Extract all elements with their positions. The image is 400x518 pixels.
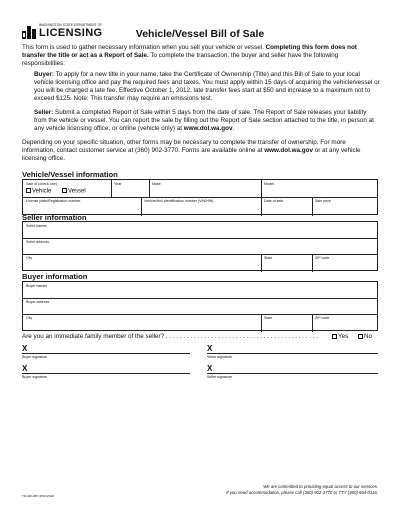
vehicle-col-divider bbox=[141, 197, 142, 216]
vessel-checkbox[interactable] bbox=[62, 188, 86, 195]
depending-text-end: or at any vehicle licensing office. bbox=[22, 147, 361, 163]
depending-text-start: Depending on your specific situation, other forms may be necessary to complete the transfer of ownership. For more information, contact customer service at (360) 902-3770. Forms are available online at bbox=[22, 139, 346, 155]
seller-signature-label-2: Seller signature bbox=[207, 375, 232, 379]
buyer-state-label: State bbox=[264, 316, 273, 320]
family-no-checkbox-box[interactable] bbox=[358, 334, 363, 339]
intro-text-bold: Completing this form does not transfer the title or act as a Report of Sale. bbox=[22, 44, 357, 60]
vehicle-col-divider bbox=[312, 197, 313, 216]
vehicle-section-heading: Vehicle/Vessel information bbox=[22, 170, 118, 179]
depending-dol-link[interactable]: www.dol.wa.gov bbox=[264, 147, 313, 155]
buyer-city-label: City bbox=[26, 316, 33, 320]
seller-responsibility-label: Seller: bbox=[34, 109, 54, 116]
vehicle-col-divider bbox=[149, 180, 150, 197]
seller-row-divider bbox=[23, 238, 377, 239]
seller-row-divider bbox=[23, 254, 377, 255]
buyer-zip-label: ZIP code bbox=[315, 316, 330, 320]
buyer-signature-x-2: X bbox=[22, 364, 28, 373]
buyer-col-divider bbox=[261, 314, 262, 332]
vehicle-info-table bbox=[22, 179, 378, 215]
seller-signature-x-2: X bbox=[207, 364, 213, 373]
family-no-label: No bbox=[364, 333, 373, 340]
vehicle-col-divider bbox=[111, 180, 112, 197]
seller-signature-line-2[interactable] bbox=[207, 373, 378, 374]
year-label: Year bbox=[114, 182, 122, 186]
vin-label: Vehicle/Hull identification number (VIN/HIN) bbox=[144, 199, 214, 203]
buyer-signature-label-2: Buyer signature bbox=[22, 375, 48, 379]
seller-zip-label: ZIP code bbox=[315, 256, 330, 260]
seller-signature-x-1: X bbox=[207, 344, 213, 353]
buyer-signature-line-2[interactable] bbox=[22, 373, 190, 374]
buyer-responsibility-text: To apply for a new title in your name, take the Certificate of Ownership (Title) and this Bill of Sale to your local vehicle licensing office and pay the required fees and taxes. You must apply within 15 days of acquiring the vehicle/vessel or you will be charged a late fee. Effective October 1, 2012, late transfer fees start at $50 and increase to a maximum not to exceed $125. Note: This transfer may require an emissions test. bbox=[34, 71, 380, 103]
intro-text-end: To complete the transaction, the buyer and seller have the following responsibilities: bbox=[22, 52, 339, 68]
model-label: Model bbox=[264, 182, 274, 186]
seller-responsibility-text: Submit a completed Report of Sale within 5 days from the date of sale. The Report of Sale releases your liability from the vehicle or vessel. You can report the sale by filling out the Report of Sale section attached to the title, in person at any vehicle licensing office, or online (vehicle only) at bbox=[34, 109, 374, 133]
logo-department-text: WASHINGTON STATE DEPARTMENT OF bbox=[39, 23, 103, 27]
date-of-sale-label: Date of sale bbox=[264, 199, 284, 203]
family-no-checkbox[interactable] bbox=[358, 333, 372, 340]
footer-accessibility-line-2: If you need accommodation, please call (360) 902-3770 or TTY (360) 664-0116. bbox=[226, 490, 378, 495]
vehicle-checkbox-label: Vehicle bbox=[32, 188, 52, 194]
family-yes-label: Yes bbox=[338, 333, 349, 340]
seller-col-divider bbox=[312, 254, 313, 272]
vessel-checkbox-box[interactable] bbox=[62, 188, 67, 193]
buyer-names-label: Buyer names bbox=[26, 284, 48, 288]
seller-section-heading: Seller information bbox=[22, 213, 87, 222]
buyer-signature-x-1: X bbox=[22, 344, 28, 353]
footer-accessibility-line-1: We are committed to providing equal access to our services. bbox=[263, 484, 378, 489]
seller-info-table bbox=[22, 221, 378, 271]
buyer-row-divider bbox=[23, 298, 377, 299]
buyer-signature-line-1[interactable] bbox=[22, 353, 190, 354]
vehicle-checkbox[interactable] bbox=[26, 188, 51, 195]
logo-name-text: LICENSING bbox=[39, 27, 103, 39]
plate-label: License plate/Registration number bbox=[26, 199, 81, 203]
vehicle-row-divider bbox=[23, 197, 377, 198]
seller-responsibility-paragraph bbox=[34, 109, 380, 133]
buyer-signature-label-1: Buyer signature bbox=[22, 355, 48, 359]
buyer-info-table bbox=[22, 281, 378, 331]
seller-dol-link[interactable]: www.dol.wa.gov bbox=[183, 125, 233, 133]
buyer-responsibility-paragraph bbox=[34, 71, 380, 103]
make-label: Make bbox=[152, 182, 161, 186]
seller-responsibility-end: . bbox=[232, 125, 235, 133]
buyer-row-divider bbox=[23, 314, 377, 315]
family-yes-checkbox-box[interactable] bbox=[332, 334, 337, 339]
buyer-responsibility-label: Buyer: bbox=[34, 71, 54, 78]
seller-address-label: Seller address bbox=[26, 240, 49, 244]
vessel-checkbox-label: Vessel bbox=[68, 188, 86, 194]
family-member-question: Are you an immediate family member of the seller? . . . . . . . . . . . . . . . . . . . . . . . . . . . . . . . . . . . . . . . . . . . . bbox=[22, 333, 319, 340]
seller-signature-label-1: Seller signature bbox=[207, 355, 232, 359]
buyer-col-divider bbox=[312, 314, 313, 332]
depending-paragraph bbox=[22, 139, 380, 163]
seller-signature-line-1[interactable] bbox=[207, 353, 378, 354]
seller-city-label: City bbox=[26, 256, 33, 260]
buyer-address-label: Buyer address bbox=[26, 300, 50, 304]
buyer-section-heading: Buyer information bbox=[22, 272, 88, 281]
vehicle-col-divider bbox=[261, 180, 262, 197]
sale-price-label: Sale price bbox=[315, 199, 331, 203]
seller-col-divider bbox=[261, 254, 262, 272]
seller-names-label: Seller names bbox=[26, 224, 47, 228]
form-number: TD-420-065 (R/9/12)WA bbox=[22, 494, 55, 498]
sale-of-label: Sale of (check one) bbox=[26, 182, 57, 186]
form-title: Vehicle/Vessel Bill of Sale bbox=[135, 28, 265, 40]
vehicle-checkbox-box[interactable] bbox=[26, 188, 31, 193]
vehicle-col-divider bbox=[261, 197, 262, 216]
intro-text-start: This form is used to gather necessary information when you sell your vehicle or vessel. bbox=[22, 44, 266, 51]
seller-state-label: State bbox=[264, 256, 273, 260]
intro-paragraph bbox=[22, 44, 380, 68]
family-yes-checkbox[interactable] bbox=[332, 333, 348, 340]
